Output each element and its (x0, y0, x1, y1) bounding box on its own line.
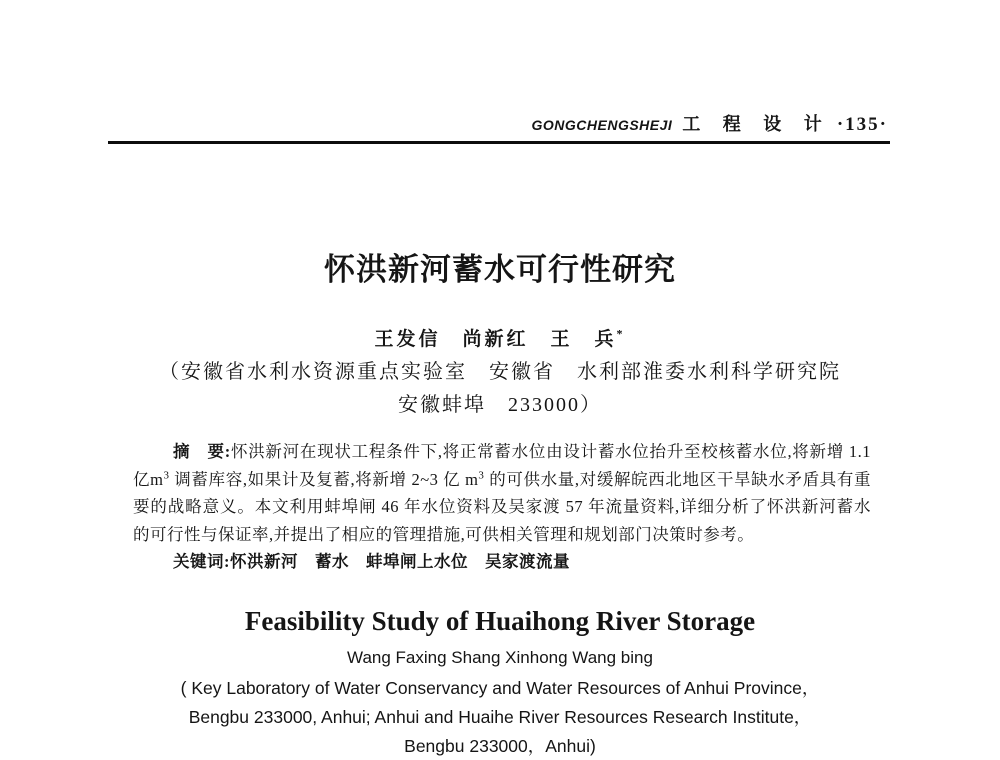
authors-cn-names: 王发信 尚新红 王 兵 (374, 329, 617, 350)
article-title-cn: 怀洪新河蓄水可行性研究 (324, 252, 676, 287)
abstract-unit1-superscript: 3 (163, 469, 170, 481)
affiliation-en-line1: ( Key Laboratory of Water Conservancy and Water Resources of Anhui Province， (180, 678, 820, 698)
abstract-text-part1: 怀洪新河在现状工程条件下,将正常蓄水位由设计蓄水位抬升至校核蓄水位,将新增 1.1 亿 (133, 442, 872, 489)
keywords-text: 怀洪新河 蓄水 蚌埠闸上水位 吴家渡流量 (230, 552, 570, 571)
affiliation-cn-line2: 安徽蚌埠 233000） (398, 394, 602, 416)
authors-en: Wang Faxing Shang Xinhong Wang bing (347, 648, 653, 667)
abstract-text-part2: 调蓄库容,如果计及复蓄,将新增 2~3 亿 (169, 469, 466, 489)
abstract-unit2: m (465, 469, 479, 489)
affiliation-en (0, 674, 1000, 760)
abstract-label: 摘 要: (173, 442, 231, 461)
affiliation-cn-line1: （安徽省水利水资源重点实验室 安徽省 水利部淮委水利科学研究院 (159, 361, 841, 383)
abstract-text-part3: 的可供水量,对缓解皖西北地区干旱缺水矛盾具有重要的战略意义。本文利用蚌埠闸 46 年水位资料及吴家渡 57 年流量资料,详细分析了怀洪新河蓄水的可行性与保证率,并提出了相应的管理措施,可供相关管理和规划部门决策时参考。 (133, 469, 872, 544)
journal-section-title: 工 程 设 计 (682, 114, 831, 134)
abstract-paragraph (133, 438, 871, 548)
abstract-unit1: m (150, 469, 164, 489)
header-rule (108, 141, 890, 144)
authors-cn (0, 324, 1000, 351)
affiliation-en-line3: Bengbu 233000，Anhui) (404, 736, 596, 756)
abstract-unit2-superscript: 3 (478, 469, 485, 481)
keywords-line (133, 548, 871, 576)
authors-footnote-mark: * (616, 326, 626, 341)
journal-running-header (532, 110, 889, 136)
article-title-en: Feasibility Study of Huaihong River Storage (244, 606, 756, 636)
journal-name-pinyin: GONGCHENGSHEJI (531, 117, 673, 133)
page-number: ·135· (836, 114, 888, 135)
abstract-block (133, 438, 871, 576)
affiliation-en-line2: Bengbu 233000, Anhui; Anhui and Huaihe River Resources Research Institute， (188, 707, 812, 727)
keywords-label: 关键词: (173, 552, 230, 571)
affiliation-cn (0, 356, 1000, 422)
